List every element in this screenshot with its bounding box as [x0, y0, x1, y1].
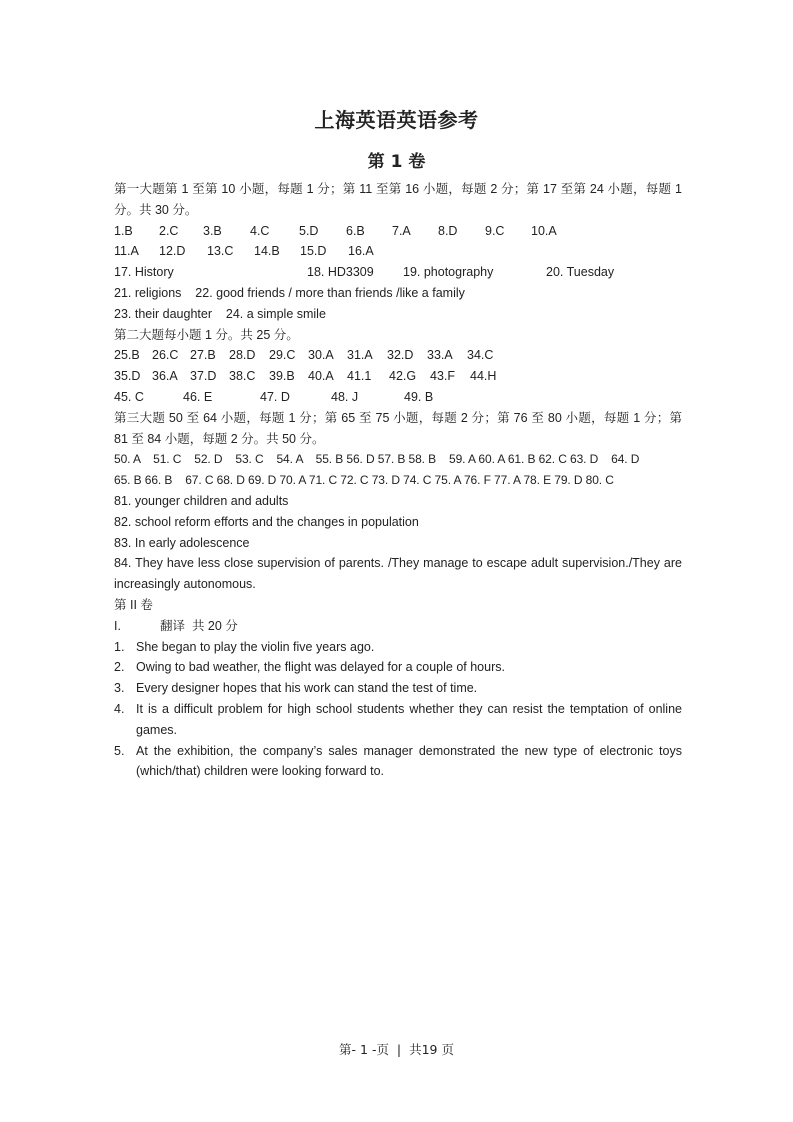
volume-2-heading: 第 II 卷: [114, 597, 153, 612]
translation-item: [114, 657, 682, 678]
answer-item: 1.B: [114, 223, 133, 238]
answer-line-81: 81. younger children and adults: [114, 493, 289, 508]
translation-text: It is a difficult problem for high school students whether they can resist the temptation of online games.: [136, 701, 682, 737]
answer-item: 28.D: [229, 348, 256, 363]
answer-item: 7.A: [392, 223, 411, 238]
answer-item: 13.C: [207, 244, 234, 259]
answer-row-35-44: [114, 366, 682, 387]
answer-item: 16.A: [348, 244, 374, 259]
answer-item: 26.C: [152, 348, 179, 363]
answer-item: 9.C: [485, 223, 505, 238]
answer-item: 35.D: [114, 369, 141, 384]
answer-item: 39.B: [269, 369, 295, 384]
answer-item: 2.C: [159, 223, 179, 238]
answer-item: 44.H: [470, 369, 497, 384]
translation-heading: [114, 616, 682, 637]
answer-item: 46. E: [183, 389, 213, 404]
answer-item: 47. D: [260, 389, 290, 404]
answer-item: 18. HD3309: [307, 265, 374, 280]
translation-text: Owing to bad weather, the flight was delayed for a couple of hours.: [136, 660, 505, 675]
answer-row-45-49: [114, 387, 682, 408]
answer-item: 30.A: [308, 348, 334, 363]
translation-item: [114, 678, 682, 699]
section-1-intro: 第一大题第 1 至第 10 小题，每题 1 分；第 11 至第 16 小题，每题 2 分；第 17 至第 24 小题，每题 1 分。共 30 分。: [114, 182, 682, 217]
answer-item: 19. photography: [403, 265, 494, 280]
list-number: 4.: [114, 701, 125, 716]
answer-line-65-80: 65. B 66. B 67. C 68. D 69. D 70. A 71. C 72. C 73. D 74. C 75. A 76. F 77. A 78. E 79. D 80. C: [114, 473, 614, 488]
answer-item: 40.A: [308, 369, 334, 384]
translation-section-title: 翻译 共 20 分: [160, 618, 238, 633]
answer-item: 11.A: [114, 244, 139, 259]
answer-item: 4.C: [250, 223, 270, 238]
answer-item: 14.B: [254, 244, 280, 259]
answer-item: 34.C: [467, 348, 494, 363]
answer-line-21-22: 21. religions 22. good friends / more than friends /like a family: [114, 285, 465, 300]
translation-item: [114, 637, 682, 658]
answer-item: 12.D: [159, 244, 186, 259]
answer-row-25-34: [114, 345, 682, 366]
translation-text: At the exhibition, the company’s sales manager demonstrated the new type of electronic toys (which/that) children were looking forward to.: [136, 743, 682, 779]
answer-row-1-10: [114, 221, 682, 242]
answer-item: 48. J: [331, 389, 359, 404]
answer-item: 17. History: [114, 265, 174, 280]
answer-item: 37.D: [190, 369, 217, 384]
answer-line-23-24: 23. their daughter 24. a simple smile: [114, 306, 326, 321]
answer-item: 31.A: [347, 348, 373, 363]
section-3-intro: 第三大题 50 至 64 小题，每题 1 分；第 65 至 75 小题，每题 2 分；第 76 至 80 小题，每题 1 分；第 81 至 84 小题，每题 2 分。共 50 分。: [114, 410, 682, 446]
answer-line-50-64: 50. A 51. C 52. D 53. C 54. A 55. B 56. D 57. B 58. B 59. A 60. A 61. B 62. C 63. D 64. D: [114, 452, 640, 467]
answer-item: 41.1: [347, 369, 372, 384]
answer-item: 29.C: [269, 348, 296, 363]
answer-item: 43.F: [430, 369, 456, 384]
answer-item: 10.A: [531, 223, 557, 238]
answer-item: 25.B: [114, 348, 140, 363]
page-footer: 第- 1 -页 | 共19 页: [339, 1042, 454, 1057]
answer-item: 8.D: [438, 223, 458, 238]
answer-item: 33.A: [427, 348, 453, 363]
translation-item: [114, 699, 682, 741]
volume-1-heading: 第 1 卷: [367, 152, 426, 172]
list-number: 1.: [114, 639, 125, 654]
answer-item: 32.D: [387, 348, 414, 363]
answer-row-17-20: [114, 262, 682, 283]
translation-text: Every designer hopes that his work can stand the test of time.: [136, 681, 478, 696]
answer-item: 6.B: [346, 223, 365, 238]
answer-item: 5.D: [299, 223, 319, 238]
answer-item: 3.B: [203, 223, 222, 238]
list-number: 2.: [114, 660, 125, 675]
answer-key-body: [114, 179, 682, 782]
answer-line-82: 82. school reform efforts and the changes in population: [114, 514, 419, 529]
translation-section-number: I.: [114, 618, 121, 633]
translation-text: She began to play the violin five years ago.: [136, 639, 375, 654]
page-title: 上海英语英语参考: [314, 108, 479, 132]
translation-item: [114, 741, 682, 783]
answer-item: 27.B: [190, 348, 216, 363]
answer-line-83: 83. In early adolescence: [114, 535, 250, 550]
list-number: 3.: [114, 681, 125, 696]
answer-item: 38.C: [229, 369, 256, 384]
answer-item: 45. C: [114, 389, 144, 404]
section-2-intro: 第二大题每小题 1 分。共 25 分。: [114, 327, 299, 342]
answer-item: 49. B: [404, 389, 434, 404]
answer-line-84: 84. They have less close supervision of parents. /They manage to escape adult supervision./They are increasingly autonomous.: [114, 556, 682, 592]
list-number: 5.: [114, 743, 125, 758]
answer-item: 20. Tuesday: [546, 265, 615, 280]
answer-row-11-16: [114, 241, 682, 262]
answer-item: 42.G: [389, 369, 417, 384]
answer-item: 15.D: [300, 244, 327, 259]
answer-item: 36.A: [152, 369, 178, 384]
